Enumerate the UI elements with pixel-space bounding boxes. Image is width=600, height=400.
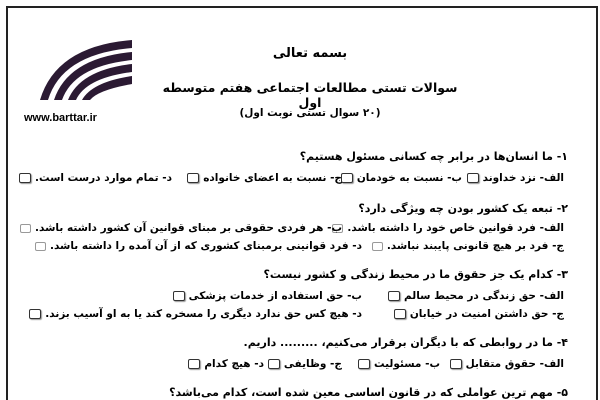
q4-option-c[interactable]: ج- وظایفی [268, 358, 342, 370]
question-1-text: ۱- ما انسان‌ها در برابر چه کسانی مسئول هستیم؟ [299, 150, 568, 163]
checkbox[interactable] [19, 173, 31, 183]
checkbox[interactable] [388, 291, 400, 301]
q2-option-c[interactable]: ج- فرد بر هیچ قانونی پایبند نباشد. [372, 240, 564, 252]
checkbox[interactable] [187, 173, 199, 183]
checkbox[interactable] [268, 359, 280, 369]
bismillah-heading: بسمه تعالی [272, 46, 348, 61]
q2-option-a[interactable]: الف- فرد قوانین خاص خود را داشته باشد. [332, 222, 564, 234]
question-5-text: ۵- مهم ترین عواملی که در قانون اساسی معین شده است، کدام می‌باشد؟ [169, 386, 568, 399]
checkbox[interactable] [467, 173, 479, 183]
q4-option-a[interactable]: الف- حقوق متقابل [450, 358, 564, 370]
question-3-text: ۳- کدام یک جز حقوق ما در محیط زندگی و کشور نیست؟ [263, 268, 568, 281]
q1-option-b[interactable]: ب- نسبت به خودمان [341, 172, 462, 184]
checkbox[interactable] [394, 309, 406, 319]
q1-option-d[interactable]: د- تمام موارد درست است. [19, 172, 172, 184]
page-title: سوالات تستی مطالعات اجتماعی هفتم متوسطه اول [162, 80, 458, 110]
checkbox[interactable] [358, 359, 370, 369]
q3-option-b[interactable]: ب- حق استفاده از خدمات پزشکی [173, 290, 362, 302]
checkbox[interactable] [372, 242, 383, 251]
q3-option-a[interactable]: الف- حق زندگی در محیط سالم [388, 290, 564, 302]
q4-option-d[interactable]: د- هیچ کدام [188, 358, 264, 370]
q4-option-b[interactable]: ب- مسئولیت [358, 358, 440, 370]
checkbox[interactable] [450, 359, 462, 369]
page-subtitle: (۲۰ سوال تستی نوبت اول) [239, 107, 381, 119]
checkbox[interactable] [341, 173, 353, 183]
question-2-text: ۲- تبعه یک کشور بودن چه ویژگی دارد؟ [358, 202, 568, 215]
q3-option-d[interactable]: د- هیچ کس حق ندارد دیگری را مسخره کند یا به او آسیب بزند. [29, 308, 362, 320]
checkbox[interactable] [20, 224, 31, 233]
checkbox[interactable] [173, 291, 185, 301]
q1-option-a[interactable]: الف- نزد خداوند [467, 172, 564, 184]
q1-option-c[interactable]: ج- نسبت به اعضای خانواده [187, 172, 342, 184]
q3-option-c[interactable]: ج- حق داشتن امنیت در خیابان [394, 308, 564, 320]
q2-option-d[interactable]: د- فرد قوانینی برمبنای کشوری که از آن آمده را داشته باشد. [35, 240, 362, 252]
checkbox[interactable] [35, 242, 46, 251]
q2-option-b[interactable]: ب- هر فردی حقوقی بر مبنای قوانین آن کشور داشته باشد. [20, 222, 342, 234]
barttar-logo-icon [36, 38, 136, 102]
checkbox[interactable] [29, 309, 41, 319]
site-url: www.barttar.ir [24, 112, 97, 124]
question-4-text: ۴- ما در روابطی که با دیگران برقرار می‌کنیم، ......... داریم. [243, 336, 568, 349]
checkbox[interactable] [188, 359, 200, 369]
